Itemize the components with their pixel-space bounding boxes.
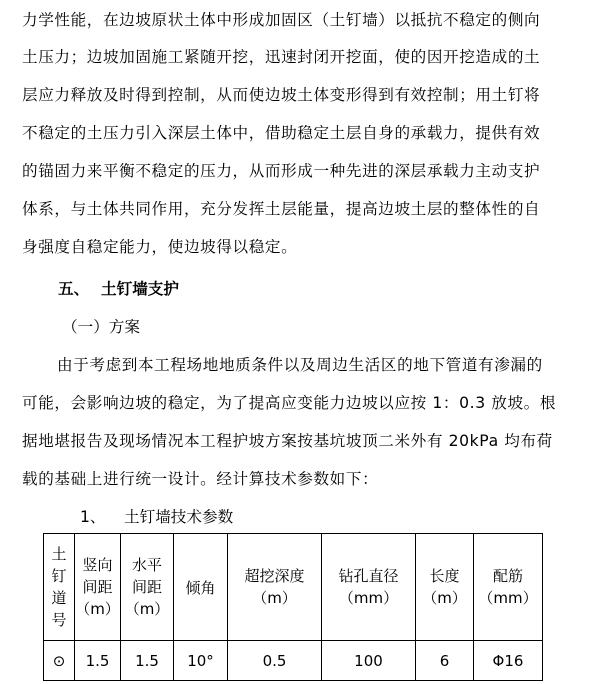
header-text: （m） bbox=[422, 589, 467, 607]
header-text: 竖向 bbox=[82, 556, 113, 574]
section-title: 土钉墙支护 bbox=[101, 280, 179, 298]
paragraph-line: 层应力释放及时得到控制，从而使边坡土体变形得到有效控制；用土钉将 bbox=[22, 86, 541, 104]
list-item-title: 土钉墙技术参数 bbox=[124, 508, 234, 526]
subsection-title: （一）方案 bbox=[62, 318, 140, 336]
table-cell: 6 bbox=[416, 641, 474, 681]
paragraph-line: 可能，会影响边坡的稳定，为了提高应变能力边坡以应按 1：0.3 放坡。根 bbox=[22, 394, 557, 412]
header-text: （mm） bbox=[478, 589, 538, 607]
list-item-number: 1、 bbox=[80, 508, 106, 526]
table-row bbox=[44, 641, 543, 681]
paragraph-line: 的锚固力来平衡不稳定的压力，从而形成一种先进的深层承载力主动支护 bbox=[22, 162, 541, 180]
header-text: （mm） bbox=[338, 589, 399, 607]
table-cell: Φ16 bbox=[474, 641, 543, 681]
header-text: 道 bbox=[51, 589, 67, 607]
header-text: 钻孔直径 bbox=[338, 567, 399, 585]
paragraph-line: 土压力；边坡加固施工紧随开挖，迅速封闭开挖面，使的因开挖造成的土 bbox=[22, 48, 541, 66]
header-text: 间距 bbox=[131, 578, 162, 596]
paragraph-line: 身强度自稳定能力，使边坡得以稳定。 bbox=[22, 238, 298, 256]
paragraph-line: 力学性能，在边坡原状土体中形成加固区（土钉墙）以抵抗不稳定的侧向 bbox=[22, 11, 541, 29]
header-cell bbox=[416, 534, 474, 641]
paragraph-line: 由于考虑到本工程场地地质条件以及周边生活区的地下管道有渗漏的 bbox=[57, 356, 543, 374]
section-number: 五、 bbox=[58, 280, 90, 298]
table-header-row bbox=[44, 534, 543, 641]
header-text: （m） bbox=[252, 589, 297, 607]
header-cell bbox=[121, 534, 174, 641]
header-text: （m） bbox=[75, 600, 120, 618]
table-cell: ⊙ bbox=[44, 641, 75, 681]
paragraph-line: 不稳定的土压力引入深层土体中，借助稳定土层自身的承载力，提供有效 bbox=[22, 124, 541, 142]
table-cell: 100 bbox=[322, 641, 416, 681]
paragraph-line: 载的基础上进行统一设计。经计算技术参数如下： bbox=[22, 470, 379, 488]
header-text: 配筋 bbox=[492, 567, 523, 585]
header-cell bbox=[322, 534, 416, 641]
header-cell bbox=[174, 534, 228, 641]
table-cell: 0.5 bbox=[228, 641, 322, 681]
header-text: 长度 bbox=[429, 567, 460, 585]
table-cell: 1.5 bbox=[121, 641, 174, 681]
header-text: 水平 bbox=[131, 556, 162, 574]
paragraph-line: 据地堪报告及现场情况本工程护坡方案按基坑坡顶二米外有 20kPa 均布荷 bbox=[22, 432, 553, 450]
header-cell bbox=[75, 534, 121, 641]
header-text: 土 bbox=[51, 545, 67, 563]
header-text: （m） bbox=[124, 600, 170, 618]
header-cell bbox=[44, 534, 75, 641]
header-cell bbox=[228, 534, 322, 641]
table-cell: 10° bbox=[174, 641, 228, 681]
paragraph-line: 体系，与土体共同作用，充分发挥土层能量，提高边坡土层的整体性的自 bbox=[22, 200, 541, 218]
table-cell: 1.5 bbox=[75, 641, 121, 681]
header-text: 间距 bbox=[82, 578, 113, 596]
header-text: 倾角 bbox=[185, 578, 216, 597]
header-text: 号 bbox=[51, 611, 67, 629]
header-cell bbox=[474, 534, 543, 641]
header-text: 钉 bbox=[51, 567, 67, 585]
parameters-table bbox=[43, 533, 543, 681]
header-text: 超挖深度 bbox=[244, 567, 305, 585]
